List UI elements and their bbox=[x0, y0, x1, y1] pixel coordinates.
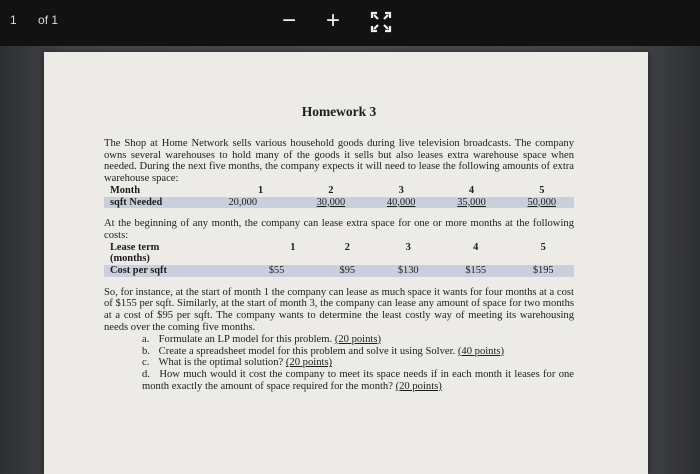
month-cell: 5 bbox=[539, 184, 545, 196]
fit-to-page-icon[interactable] bbox=[370, 11, 392, 33]
term-cell: 5 bbox=[540, 241, 546, 253]
question-text: How much would it cost the company to meet its space needs if in each month it leases for one month exactly the amount of space required for the month? bbox=[142, 369, 574, 392]
page-indicator bbox=[10, 13, 58, 27]
question-item bbox=[142, 346, 574, 358]
sqft-cell: 50,000 bbox=[504, 197, 574, 209]
question-text: Create a spreadsheet model for this problem and solve it using Solver. bbox=[158, 345, 456, 357]
question-text: What is the optimal solution? bbox=[158, 357, 284, 369]
question-letter: a. bbox=[142, 333, 150, 345]
question-item bbox=[142, 357, 574, 369]
cost-cell: $155 bbox=[439, 265, 506, 277]
sqft-cell: 20,000 bbox=[222, 197, 292, 209]
sqft-cell: 35,000 bbox=[433, 197, 503, 209]
lease-cost-table bbox=[104, 242, 574, 277]
zoom-in-icon[interactable]: + bbox=[326, 7, 341, 34]
lease-term-label: Lease term bbox=[110, 241, 160, 253]
term-cell: 1 bbox=[290, 241, 296, 253]
question-points: (20 points) bbox=[285, 357, 333, 369]
sqft-cell: 30,000 bbox=[293, 197, 363, 209]
document-page bbox=[44, 52, 648, 474]
term-cell: 3 bbox=[405, 241, 411, 253]
document-viewer[interactable] bbox=[0, 46, 700, 474]
cost-cell: $55 bbox=[263, 265, 317, 277]
question-points: (20 points) bbox=[395, 380, 442, 392]
month-cell: 3 bbox=[398, 184, 404, 196]
question-points: (20 points) bbox=[334, 333, 382, 345]
page-total: of 1 bbox=[38, 13, 59, 27]
zoom-out-icon[interactable]: − bbox=[282, 7, 297, 34]
cost-cell: $195 bbox=[506, 265, 574, 277]
month-label: Month bbox=[110, 184, 141, 196]
sqft-cell: 40,000 bbox=[363, 197, 433, 209]
page-current[interactable]: 1 bbox=[10, 13, 17, 27]
month-cell: 4 bbox=[468, 184, 475, 196]
pdf-toolbar bbox=[0, 0, 700, 46]
sqft-label: sqft Needed bbox=[104, 197, 222, 209]
term-cell: 4 bbox=[473, 241, 479, 253]
question-points: (40 points) bbox=[457, 345, 505, 357]
month-cell: 2 bbox=[328, 184, 334, 196]
term-cell: 2 bbox=[344, 241, 350, 253]
question-item bbox=[142, 334, 574, 346]
month-cell: 1 bbox=[257, 184, 264, 196]
question-item bbox=[142, 369, 574, 393]
page-title: Homework 3 bbox=[301, 104, 377, 119]
question-letter: c. bbox=[142, 357, 150, 369]
cost-label: Cost per sqft bbox=[104, 265, 263, 277]
lease-intro-paragraph: At the beginning of any month, the company can lease extra space for one or more months at the following costs: bbox=[104, 218, 574, 241]
question-letter: d. bbox=[142, 369, 150, 381]
intro-paragraph: The Shop at Home Network sells various household goods during live television broadcasts. The company owns several warehouses to hold many of the goods it sells but also leases extra warehouse space when needed. During the next five months, the company expects it will need to lease the following amounts of extra warehouse space: bbox=[104, 137, 574, 185]
question-text: Formulate an LP model for this problem. bbox=[158, 333, 333, 345]
cost-cell: $130 bbox=[372, 265, 439, 277]
question-letter: b. bbox=[142, 345, 150, 357]
space-needed-table bbox=[104, 185, 574, 208]
cost-cell: $95 bbox=[317, 265, 371, 277]
example-paragraph: So, for instance, at the start of month 1 the company can lease as much space it wants for four months at a cost of $155 per sqft. Similarly, at the start of month 3, the company can lease any amount of space for two months at a cost of $95 per sqft. The company wants to determine the least costly way of meeting its warehousing needs over the coming five months. bbox=[104, 286, 574, 333]
homework-content bbox=[104, 106, 574, 393]
lease-term-unit: (months) bbox=[110, 253, 150, 265]
question-list bbox=[104, 334, 574, 393]
